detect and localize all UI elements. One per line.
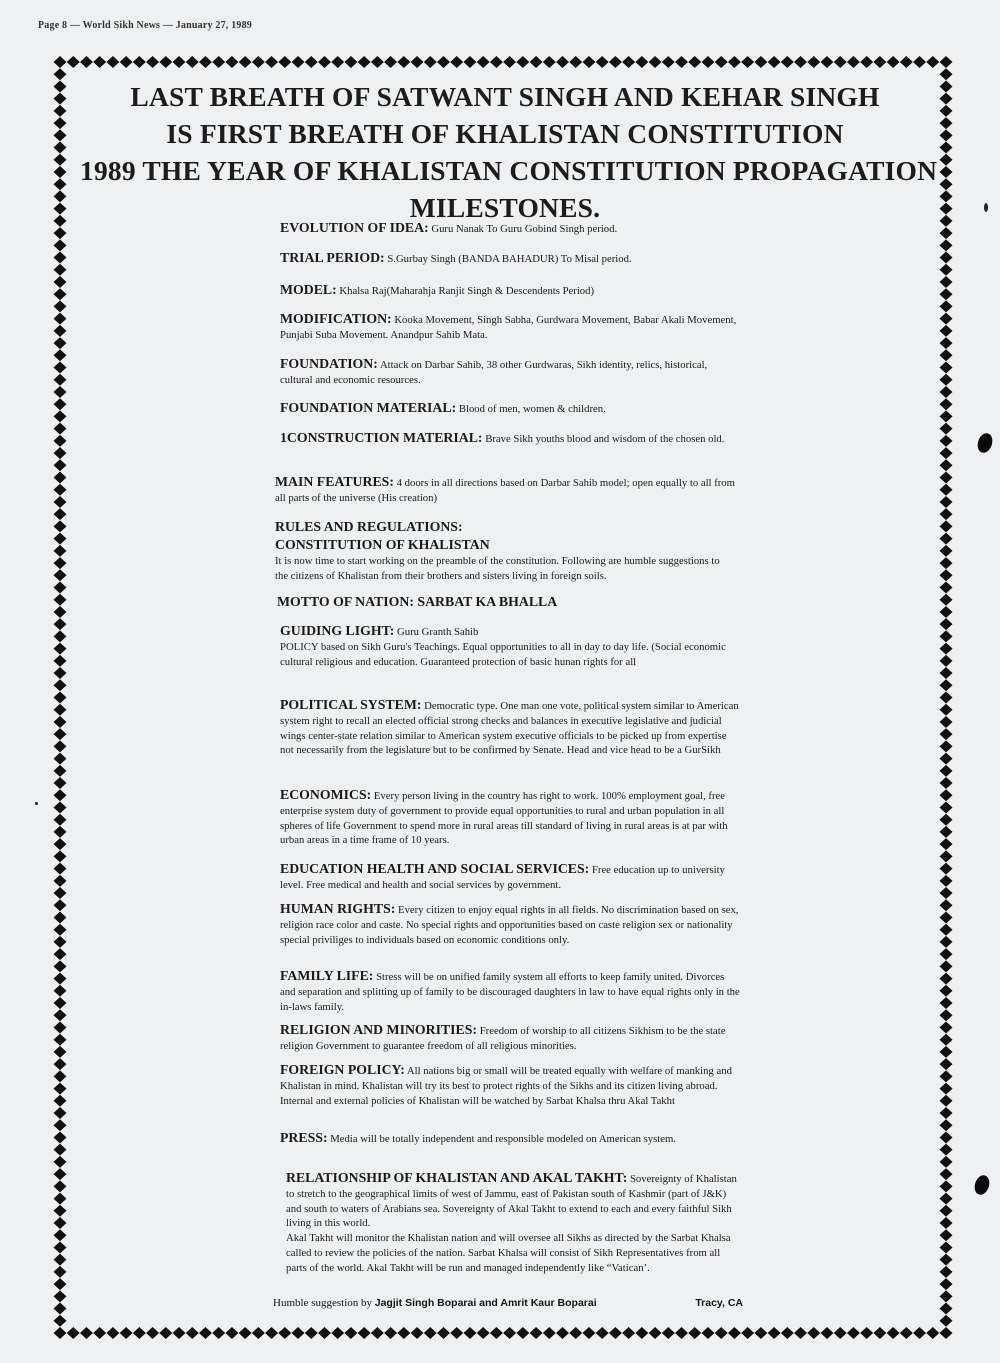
section-relationship	[286, 1171, 741, 1276]
section-foreign	[280, 1063, 740, 1108]
headline-line-3: 1989 THE YEAR OF KHALISTAN CONSTITUTION PROPAGATION	[80, 155, 938, 186]
section-heading: PRESS:	[280, 1130, 328, 1145]
section-text: Brave Sikh youths blood and wisdom of the chosen old.	[485, 433, 725, 445]
section-heading: MODIFICATION:	[280, 311, 392, 326]
section-foundation	[280, 357, 740, 388]
section-heading: TRIAL PERIOD:	[280, 250, 385, 265]
section-human-rights	[280, 902, 740, 947]
section-political	[280, 698, 740, 758]
section-text: 4 doors in all directions based on Darbar Sahib model; open equally to all from all parts of the universe (His creation)	[275, 477, 735, 504]
section-main-features	[275, 475, 735, 506]
section-text: Guru Nanak To Guru Gobind Singh period.	[431, 223, 618, 235]
section-text: Attack on Darbar Sahib, 38 other Gurdwaras, Sikh identity, relics, historical, cultural and economic resources.	[280, 359, 708, 386]
section-text: Blood of men, women & children.	[458, 403, 606, 415]
section-text: Kooka Movement, Singh Sabha, Gurdwara Movement, Babar Akali Movement, Punjabi Suba Movement. Anandpur Sahib Mata.	[280, 314, 737, 341]
section-text: Khalsa Raj(Maharahja Ranjit Singh & Descendents Period)	[339, 285, 595, 297]
signature-place: Tracy, CA	[695, 1297, 743, 1309]
headline-line-4: MILESTONES.	[409, 192, 601, 223]
section-text: It is now time to start working on the preamble of the constitution. Following are humble suggestions to the citizens of Khalistan from their brothers and sisters living in foreign soils.	[275, 555, 720, 582]
section-rules	[275, 518, 735, 584]
section-text: Guru Granth Sahib	[397, 626, 479, 638]
section-text: Stress will be on unified family system all efforts to keep family united. Divorces and separation and splitting up of family to be discouraged daughters in law to have equal rights only in the in-laws family.	[280, 971, 740, 1013]
section-family	[280, 969, 740, 1014]
section-heading: HUMAN RIGHTS:	[280, 901, 396, 916]
headline-line-2: IS FIRST BREATH OF KHALISTAN CONSTITUTION	[166, 118, 844, 149]
section-text: All nations big or small will be treated equally with welfare of manking and Khalistan in mind. Khalistan will try its best to protect rights of the Sikhs and its citizen living abroad. Internal and external policies of Khalistan will be watched by Sarbat Khalsa thru Akal Takht	[280, 1065, 732, 1107]
section-press	[280, 1131, 740, 1147]
section-heading: RELIGION AND MINORITIES:	[280, 1022, 478, 1037]
section-text: Democratic type. One man one vote, political system similar to American system right to recall an elected official strong checks and balances in executive legislative and judicial wings center-state relation similar to American system executive officials to be picked up from expertise not necessarily from the legislature but to be confirmed by Senate. Head and vice head to be a GurSikh	[280, 700, 739, 757]
section-heading: POLITICAL SYSTEM:	[280, 697, 422, 712]
section-heading: FOUNDATION:	[280, 356, 378, 371]
section-text: Every citizen to enjoy equal rights in all fields. No discrimination based on sex, religion race color and caste. No special rights and opportunities based on caste religion sex or nationality special priviliges to individuals based on economic conditions only.	[280, 904, 739, 946]
signature-prefix: Humble suggestion by	[273, 1297, 372, 1309]
section-heading: GUIDING LIGHT:	[280, 623, 395, 638]
section-trial	[280, 251, 740, 267]
headline	[80, 78, 938, 226]
section-motto	[277, 595, 737, 611]
section-text: Free education up to university level. Free medical and health and social services by government.	[280, 864, 725, 891]
headline-line-1: LAST BREATH OF SATWANT SINGH AND KEHAR SINGH	[130, 81, 880, 112]
section-text: S.Gurbay Singh (BANDA BAHADUR) To Misal period.	[387, 253, 632, 265]
section-heading: MODEL:	[280, 282, 337, 297]
section-subheading: CONSTITUTION OF KHALISTAN	[275, 537, 490, 552]
page-header: Page 8 — World Sikh News — January 27, 1989	[38, 20, 252, 31]
section-heading: FAMILY LIFE:	[280, 968, 374, 983]
section-text: Media will be totally independent and responsible modeled on American system.	[330, 1133, 676, 1145]
section-foundation-material	[280, 401, 740, 417]
signature-line	[273, 1296, 743, 1310]
section-heading: RULES AND REGULATIONS:	[275, 519, 463, 534]
section-heading: RELATIONSHIP OF KHALISTAN AND AKAL TAKHT:	[286, 1170, 628, 1185]
section-heading: EDUCATION HEALTH AND SOCIAL SERVICES:	[280, 861, 590, 876]
section-guiding-light	[280, 624, 740, 669]
section-text: Every person living in the country has right to work. 100% employment goal, free enterprise system duty of government to provide equal opportunities to rural and urban population in all spheres of life Government to spend more in rural areas till standard of living in rural areas is at par with urban areas in a time frame of 10 years.	[280, 790, 728, 847]
section-modification	[280, 312, 740, 343]
section-heading: MOTTO OF NATION: SARBAT KA BHALLA	[277, 594, 558, 609]
section-text: Sovereignty of Khalistan to stretch to the geographical limits of west of Jammu, east of Pakistan south of Kashmir (part of J&K) and south to waters of Arabians sea. Sovereignty of Akal Takht to extend to each and every faithful Sikh living in this world.	[286, 1173, 737, 1230]
section-text-2: Akal Takht will monitor the Khalistan nation and will oversee all Sikhs as directed by the Sarbat Khalsa called to review the policies of the nation. Sarbat Khalsa will consist of Sikh Representatives from all parts of the world. Akal Takht will be run and managed independently like “Vatican’.	[286, 1232, 731, 1274]
section-heading: 1CONSTRUCTION MATERIAL:	[280, 430, 483, 445]
section-religion	[280, 1023, 740, 1054]
section-model	[280, 283, 740, 299]
section-text: Freedom of worship to all citizens Sikhism to be the state religion Government to guarantee freedom of all religious minorities.	[280, 1025, 726, 1052]
section-education	[280, 862, 740, 893]
section-policy: POLICY based on Sikh Guru's Teachings. Equal opportunities to all in day to day life. (Social economic cultural religious and education. Guaranteed protection of basic hunan rights for all	[280, 640, 726, 668]
signature-authors: Jagjit Singh Boparai and Amrit Kaur Boparai	[374, 1297, 597, 1309]
section-heading: FOREIGN POLICY:	[280, 1062, 405, 1077]
section-heading: EVOLUTION OF IDEA:	[280, 220, 429, 235]
section-economics	[280, 788, 740, 848]
section-heading: MAIN FEATURES:	[275, 474, 394, 489]
advertisement	[80, 70, 938, 1320]
section-heading: FOUNDATION MATERIAL:	[280, 400, 457, 415]
section-heading: ECONOMICS:	[280, 787, 372, 802]
section-construction-material	[280, 431, 740, 447]
section-evolution	[280, 221, 740, 237]
